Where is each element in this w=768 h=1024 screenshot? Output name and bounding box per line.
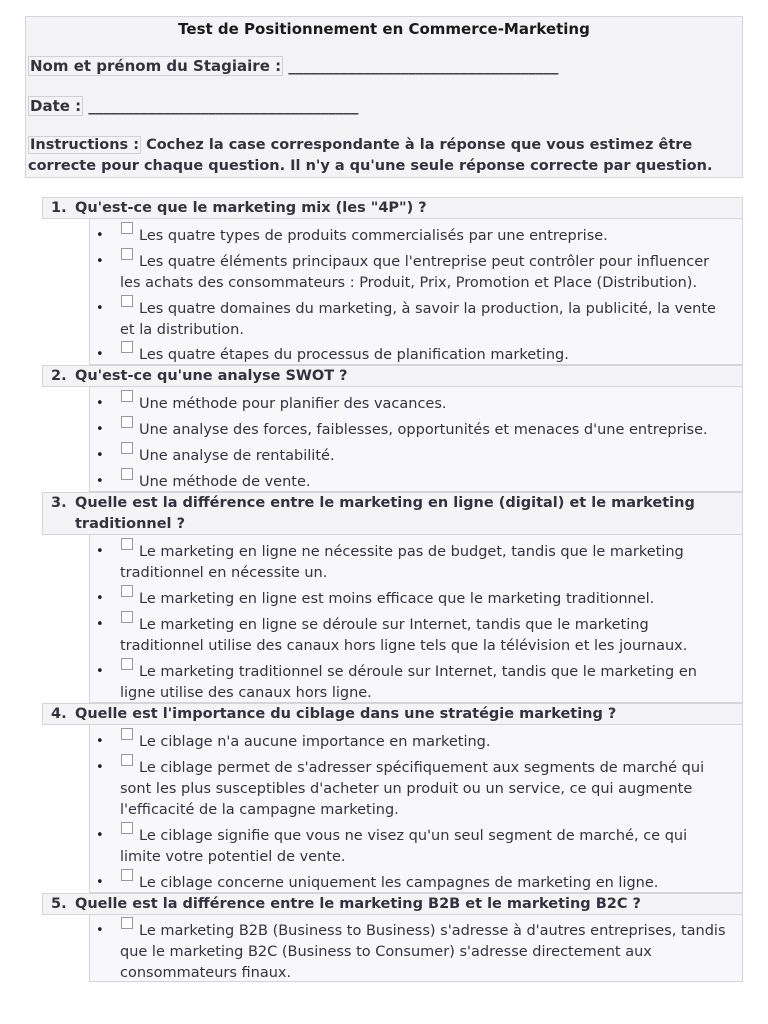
option-1-4[interactable]: Les quatre étapes du processus de planification marketing. [120,341,730,366]
checkbox[interactable] [121,754,133,766]
bullet: • [96,228,104,243]
option-4-2[interactable]: Le ciblage permet de s'adresser spécifiquement aux segments de marché qui sont les plus susceptibles d'acheter un produit ou un service, ce qui augmente l'efficacité de la campagne marketing. [120,754,730,821]
question-number: 5. [51,896,67,912]
checkbox[interactable] [121,658,133,670]
option-2-4[interactable]: Une méthode de vente. [120,468,730,493]
option-4-3[interactable]: Le ciblage signifie que vous ne visez qu'un seul segment de marché, ce qui limite votre potentiel de vente. [120,822,730,868]
question-number: 2. [51,368,67,384]
question-text: Quelle est la différence entre le marketing B2B et le marketing B2C ? [75,896,641,912]
bullet: • [96,617,104,632]
bullet: • [96,254,104,269]
question-2 [42,365,743,387]
bullet: • [96,760,104,775]
option-2-2[interactable]: Une analyse des forces, faiblesses, opportunités et menaces d'une entreprise. [120,416,730,441]
date-field [28,97,358,115]
bullet: • [96,544,104,559]
question-4 [42,703,743,725]
checkbox[interactable] [121,390,133,402]
bullet: • [96,474,104,489]
bullet: • [96,923,104,938]
checkbox[interactable] [121,416,133,428]
checkbox[interactable] [121,611,133,623]
question-text: Quelle est l'importance du ciblage dans une stratégie marketing ? [75,706,617,722]
option-3-1[interactable]: Le marketing en ligne ne nécessite pas de budget, tandis que le marketing traditionnel en nécessite un. [120,538,730,584]
checkbox[interactable] [121,585,133,597]
question-text: Qu'est-ce que le marketing mix (les "4P") ? [75,200,427,216]
checkbox[interactable] [121,295,133,307]
bullet: • [96,422,104,437]
bullet: • [96,301,104,316]
date-label: Date : [30,97,82,115]
question-3 [42,492,743,535]
checkbox[interactable] [121,538,133,550]
checkbox[interactable] [121,468,133,480]
question-text: Quelle est la différence entre le marketing en ligne (digital) et le marketing traditionnel ? [75,495,695,532]
bullet: • [96,734,104,749]
option-1-2[interactable]: Les quatre éléments principaux que l'entreprise peut contrôler pour influencer les achats des consommateurs : Produit, Prix, Promotion et Place (Distribution). [120,248,730,294]
checkbox[interactable] [121,728,133,740]
bullet: • [96,347,104,362]
bullet: • [96,448,104,463]
option-3-4[interactable]: Le marketing traditionnel se déroule sur Internet, tandis que le marketing en ligne utilise des canaux hors ligne. [120,658,730,704]
question-number: 1. [51,200,67,216]
checkbox[interactable] [121,341,133,353]
option-2-1[interactable]: Une méthode pour planifier des vacances. [120,390,730,415]
checkbox[interactable] [121,917,133,929]
test-header [25,16,743,178]
checkbox[interactable] [121,248,133,260]
question-1 [42,197,743,219]
option-2-3[interactable]: Une analyse de rentabilité. [120,442,730,467]
question-number: 4. [51,706,67,722]
checkbox[interactable] [121,442,133,454]
checkbox[interactable] [121,822,133,834]
checkbox[interactable] [121,222,133,234]
bullet: • [96,396,104,411]
question-5 [42,893,743,915]
option-4-4[interactable]: Le ciblage concerne uniquement les campagnes de marketing en ligne. [120,869,730,894]
bullet: • [96,664,104,679]
instructions-text: Cochez la case correspondante à la réponse que vous estimez être correcte pour chaque question. Il n'y a qu'une seule réponse correcte par question. [28,137,713,174]
date-blank[interactable]: ____________________________________ [88,97,359,115]
instructions-label: Instructions : [30,137,140,153]
bullet: • [96,828,104,843]
option-4-1[interactable]: Le ciblage n'a aucune importance en marketing. [120,728,730,753]
name-label: Nom et prénom du Stagiaire : [30,57,282,75]
question-text: Qu'est-ce qu'une analyse SWOT ? [75,368,348,384]
name-blank[interactable]: ____________________________________ [288,57,559,75]
question-number: 3. [51,495,67,511]
option-5-1[interactable]: Le marketing B2B (Business to Business) s'adresse à d'autres entreprises, tandis que le marketing B2C (Business to Consumer) s'adresse directement aux consommateurs finaux. [120,917,730,984]
name-field [28,57,558,75]
bullet: • [96,591,104,606]
bullet: • [96,875,104,890]
option-1-3[interactable]: Les quatre domaines du marketing, à savoir la production, la publicité, la vente et la distribution. [120,295,730,341]
checkbox[interactable] [121,869,133,881]
instructions [28,135,736,177]
option-1-1[interactable]: Les quatre types de produits commercialisés par une entreprise. [120,222,730,247]
option-3-2[interactable]: Le marketing en ligne est moins efficace que le marketing traditionnel. [120,585,730,610]
option-3-3[interactable]: Le marketing en ligne se déroule sur Internet, tandis que le marketing traditionnel utilise des canaux hors ligne tels que la télévision et les journaux. [120,611,730,657]
page-title: Test de Positionnement en Commerce-Marketing [178,20,590,38]
